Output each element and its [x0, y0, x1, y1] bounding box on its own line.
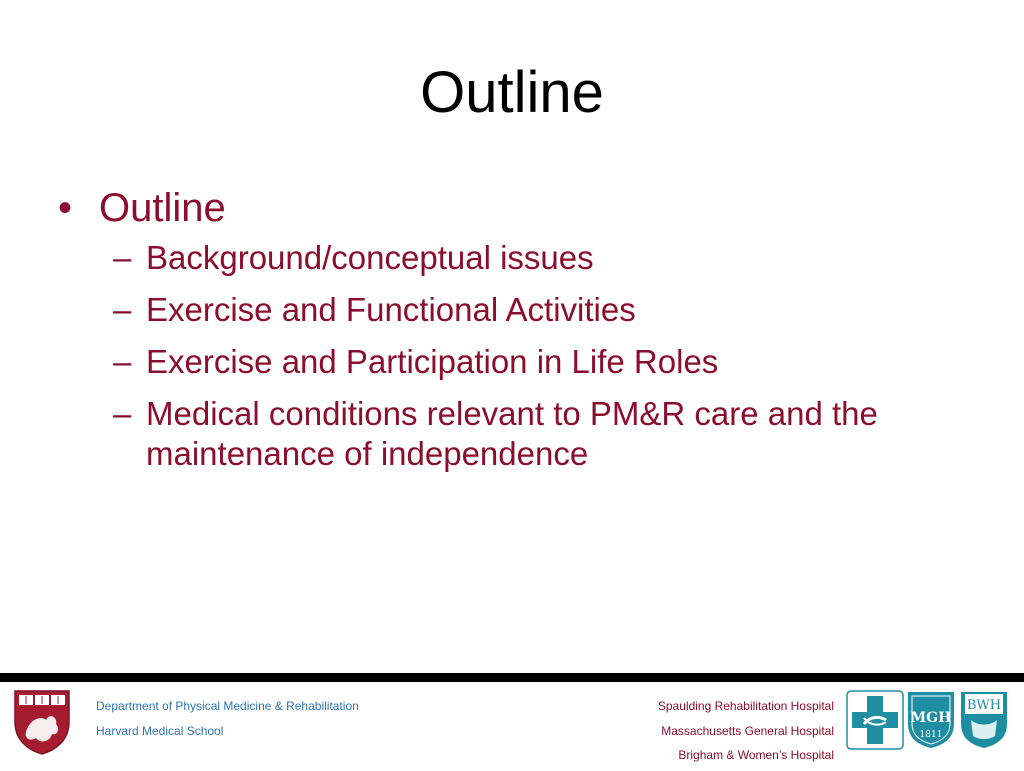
sub-bullet-list [113, 238, 938, 474]
spaulding-logo [846, 690, 904, 755]
school-name: Harvard Medical School [96, 724, 224, 738]
footer-left-text [96, 697, 359, 747]
sub-bullet-text: Medical conditions relevant to PM&R care and the maintenance of independence [146, 395, 878, 472]
bullet-text: Outline [99, 186, 226, 230]
bullet-level-1 [58, 186, 938, 230]
harvard-shield-logo [12, 688, 72, 761]
spaulding-cross-icon [846, 690, 904, 750]
bwh-shield-icon [959, 690, 1009, 750]
harvard-shield-icon [12, 688, 72, 756]
sub-bullet-text: Exercise and Participation in Life Roles [146, 343, 719, 380]
sub-bullet-item [113, 238, 938, 278]
bwh-logo [959, 690, 1009, 755]
bwh-logo-text: BWH [966, 698, 1002, 713]
sub-bullet-item [113, 290, 938, 330]
sub-bullet-item [113, 394, 938, 474]
bullet-mark: • [58, 186, 73, 230]
dash-mark: – [113, 291, 132, 328]
mgh-shield-icon [906, 690, 956, 750]
footer-right-text [658, 697, 834, 771]
hospital-mgh: Massachusetts General Hospital [661, 723, 834, 738]
hospital-spaulding: Spaulding Rehabilitation Hospital [657, 699, 834, 713]
slide-content [58, 186, 938, 486]
sub-bullet-text: Background/conceptual issues [146, 239, 594, 276]
slide-title: Outline [420, 60, 604, 125]
dash-mark: – [113, 395, 132, 432]
dash-mark: – [113, 239, 132, 276]
mgh-logo [906, 690, 956, 755]
dash-mark: – [113, 343, 132, 380]
mgh-logo-text: MGH [910, 710, 952, 726]
sub-bullet-text: Exercise and Functional Activities [146, 291, 636, 328]
sub-bullet-item [113, 342, 938, 382]
department-name: Department of Physical Medicine & Rehabilitation [96, 699, 359, 713]
hospital-bwh: Brigham & Women’s Hospital [678, 748, 834, 762]
mgh-logo-year: 1811 [919, 730, 943, 740]
footer-divider [0, 673, 1024, 682]
